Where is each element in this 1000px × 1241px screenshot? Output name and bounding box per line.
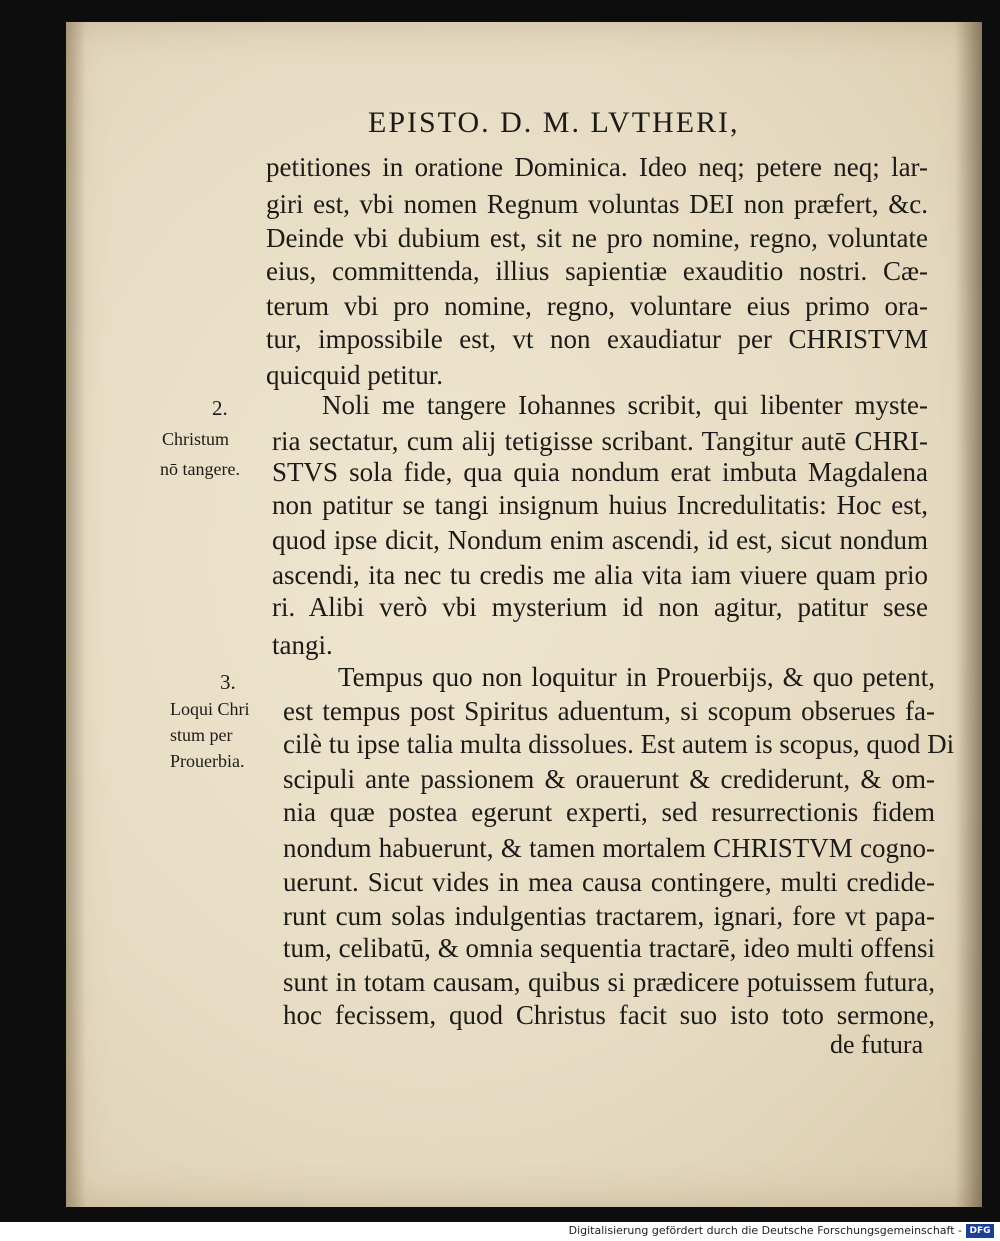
text-line: Noli me tangere Iohannes scribit, qui libenter myste- (322, 390, 928, 420)
text-line: nondum habuerunt, & tamen mortalem CHRISTVM cogno- (283, 833, 935, 863)
text-line: ria sectatur, cum alij tetigisse scribant. Tangitur autē CHRI- (272, 426, 928, 456)
text-line: quod ipse dicit, Nondum enim ascendi, id est, sicut nondum (272, 525, 928, 555)
text-line: hoc fecissem, quod Christus facit suo isto toto sermone, (283, 1000, 935, 1030)
margin-note-3-line3: Prouerbia. (170, 751, 245, 771)
text-line: ri. Alibi verò vbi mysterium id non agitur, patitur sese (272, 592, 928, 622)
text-line: Tempus quo non loquitur in Prouerbijs, & quo petent, (338, 662, 935, 692)
margin-number-2: 2. (212, 396, 228, 420)
text-line: runt cum solas indulgentias tractarem, ignari, fore vt papa- (283, 901, 935, 931)
margin-note-3-line1: Loqui Chri (170, 699, 250, 719)
text-line: tur, impossibile est, vt non exaudiatur per CHRISTVM (266, 324, 928, 354)
text-line: eius, committenda, illius sapientiæ exauditio nostri. Cæ- (266, 256, 928, 286)
text-line: STVS sola fide, qua quia nondum erat imbuta Magdalena (272, 457, 928, 487)
margin-number-3: 3. (220, 670, 236, 694)
text-line: tangi. (272, 630, 333, 660)
text-line: Deinde vbi dubium est, sit ne pro nomine, regno, voluntate (266, 223, 928, 253)
text-line: tum, celibatū, & omnia sequentia tractarē, ideo multi offensi (283, 933, 935, 963)
text-line: est tempus post Spiritus aduentum, si scopum obserues fa- (283, 696, 935, 726)
text-line: terum vbi pro nomine, regno, voluntare eius primo ora- (266, 291, 928, 321)
text-line: quicquid petitur. (266, 360, 443, 390)
text-line: scipuli ante passionem & orauerunt & crediderunt, & om- (283, 764, 935, 794)
page-gutter-shadow (66, 22, 86, 1207)
text-line: petitiones in oratione Dominica. Ideo neq; petere neq; lar- (266, 152, 928, 182)
footer-bar (0, 1222, 1000, 1241)
margin-note-2-line2: nō tangere. (160, 459, 240, 479)
funding-notice: Digitalisierung gefördert durch die Deutsche Forschungsgemeinschaft - (568, 1224, 962, 1237)
catchword: de futura (830, 1030, 924, 1059)
text-line: ascendi, ita nec tu credis me alia vita iam viuere quam prio (272, 560, 928, 590)
text-line: uerunt. Sicut vides in mea causa contingere, multi credide- (283, 867, 935, 897)
text-line: cilè tu ipse talia multa dissolues. Est autem is scopus, quod Di (283, 729, 955, 759)
text-line: sunt in totam causam, quibus si prædicere potuissem futura, (283, 967, 935, 997)
dfg-logo: DFG (966, 1224, 994, 1238)
page-edge-shadow (955, 22, 982, 1207)
margin-note-2-line1: Christum (162, 429, 230, 449)
margin-note-3-line2: stum per (170, 725, 233, 745)
text-line: giri est, vbi nomen Regnum voluntas DEI non præfert, &c. (266, 189, 928, 219)
text-line: nia quæ postea egerunt experti, sed resurrectionis fidem (283, 797, 935, 827)
running-title: EPISTO. D. M. LVTHERI, (368, 106, 740, 139)
text-line: non patitur se tangi insignum huius Incredulitatis: Hoc est, (272, 490, 928, 520)
